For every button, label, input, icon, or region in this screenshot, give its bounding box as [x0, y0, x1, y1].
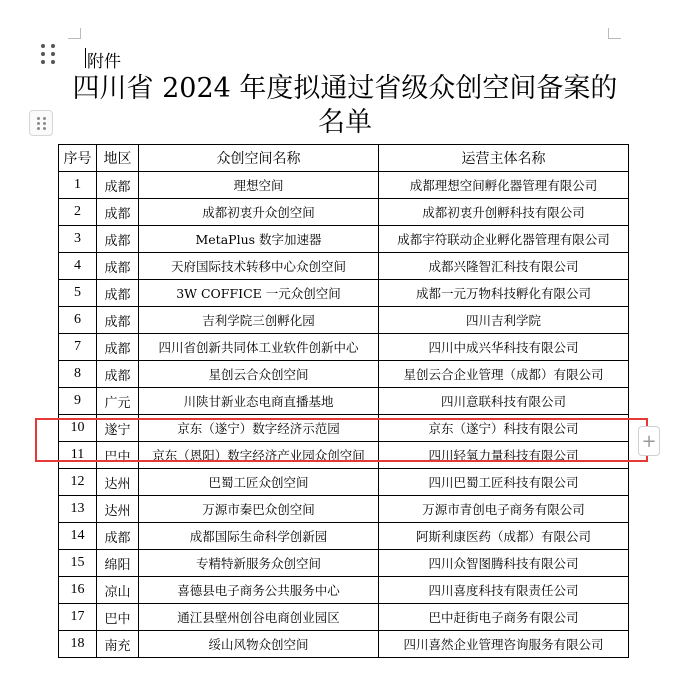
cell-index: 1 [59, 172, 97, 199]
table-row [59, 469, 629, 496]
cell-operator-name: 成都理想空间孵化器管理有限公司 [379, 172, 629, 199]
roster-table [58, 144, 629, 658]
block-handle-icon[interactable] [29, 110, 53, 136]
table-row [59, 577, 629, 604]
page-corner-mark-left [68, 28, 81, 39]
table-row [59, 226, 629, 253]
cell-space-name: 万源市秦巴众创空间 [139, 496, 379, 523]
table-header-row [59, 145, 629, 172]
cell-index: 17 [59, 604, 97, 631]
table-row [59, 172, 629, 199]
cell-operator-name: 阿斯利康医药（成都）有限公司 [379, 523, 629, 550]
document-title: 四川省 2024 年度拟通过省级众创空间备案的名单 [72, 73, 618, 138]
cell-index: 18 [59, 631, 97, 658]
cell-region: 成都 [97, 307, 139, 334]
table-row [59, 280, 629, 307]
table-row [59, 199, 629, 226]
cell-index: 10 [59, 415, 97, 442]
text-cursor [85, 48, 86, 68]
cell-region: 成都 [97, 280, 139, 307]
cell-region: 广元 [97, 388, 139, 415]
cell-index: 15 [59, 550, 97, 577]
table-row [59, 388, 629, 415]
cell-space-name: 星创云合众创空间 [139, 361, 379, 388]
cell-space-name: 理想空间 [139, 172, 379, 199]
cell-operator-name: 巴中赶街电子商务有限公司 [379, 604, 629, 631]
cell-region: 成都 [97, 172, 139, 199]
cell-space-name: 喜德县电子商务公共服务中心 [139, 577, 379, 604]
cell-operator-name: 成都一元万物科技孵化有限公司 [379, 280, 629, 307]
cell-operator-name: 四川喜然企业管理咨询服务有限公司 [379, 631, 629, 658]
cell-space-name: 成都初衷升众创空间 [139, 199, 379, 226]
cell-operator-name: 成都宇符联动企业孵化器管理有限公司 [379, 226, 629, 253]
header-region: 地区 [97, 145, 139, 172]
table-row [59, 631, 629, 658]
cell-region: 绵阳 [97, 550, 139, 577]
cell-operator-name: 四川众智图腾科技有限公司 [379, 550, 629, 577]
cell-index: 11 [59, 442, 97, 469]
header-operator-name: 运营主体名称 [379, 145, 629, 172]
cell-index: 5 [59, 280, 97, 307]
cell-space-name: 专精特新服务众创空间 [139, 550, 379, 577]
cell-region: 成都 [97, 253, 139, 280]
cell-space-name: 巴蜀工匠众创空间 [139, 469, 379, 496]
cell-space-name: 吉利学院三创孵化园 [139, 307, 379, 334]
cell-space-name: 川陕甘新业态电商直播基地 [139, 388, 379, 415]
table-row [59, 361, 629, 388]
table-row [59, 415, 629, 442]
cell-region: 巴中 [97, 604, 139, 631]
cell-index: 8 [59, 361, 97, 388]
cell-space-name: 京东（恩阳）数字经济产业园众创空间 [139, 442, 379, 469]
add-row-button[interactable] [638, 426, 660, 456]
cell-region: 遂宁 [97, 415, 139, 442]
cell-index: 12 [59, 469, 97, 496]
cell-space-name: 四川省创新共同体工业软件创新中心 [139, 334, 379, 361]
table-row [59, 550, 629, 577]
table-row [59, 442, 629, 469]
table-row [59, 496, 629, 523]
table-row [59, 253, 629, 280]
cell-index: 6 [59, 307, 97, 334]
cell-space-name: 成都国际生命科学创新园 [139, 523, 379, 550]
table-row [59, 523, 629, 550]
cell-region: 成都 [97, 334, 139, 361]
cell-operator-name: 四川吉利学院 [379, 307, 629, 334]
drag-handle-icon[interactable] [41, 44, 59, 66]
cell-index: 4 [59, 253, 97, 280]
cell-operator-name: 京东（遂宁）科技有限公司 [379, 415, 629, 442]
cell-operator-name: 四川意联科技有限公司 [379, 388, 629, 415]
cell-space-name: 3W COFFICE 一元众创空间 [139, 280, 379, 307]
cell-space-name: MetaPlus 数字加速器 [139, 226, 379, 253]
header-index: 序号 [59, 145, 97, 172]
cell-index: 13 [59, 496, 97, 523]
cell-space-name: 绥山风物众创空间 [139, 631, 379, 658]
cell-operator-name: 星创云合企业管理（成都）有限公司 [379, 361, 629, 388]
cell-region: 凉山 [97, 577, 139, 604]
cell-region: 成都 [97, 226, 139, 253]
cell-region: 成都 [97, 361, 139, 388]
table-row [59, 604, 629, 631]
cell-operator-name: 四川喜度科技有限责任公司 [379, 577, 629, 604]
cell-operator-name: 成都兴隆智汇科技有限公司 [379, 253, 629, 280]
cell-index: 2 [59, 199, 97, 226]
cell-index: 16 [59, 577, 97, 604]
cell-index: 7 [59, 334, 97, 361]
cell-operator-name: 四川巴蜀工匠科技有限公司 [379, 469, 629, 496]
cell-region: 达州 [97, 469, 139, 496]
page-corner-mark-right [608, 28, 621, 39]
cell-region: 成都 [97, 523, 139, 550]
attachment-label: 附件 [87, 52, 121, 72]
plus-icon: + [641, 430, 657, 452]
cell-operator-name: 四川中成兴华科技有限公司 [379, 334, 629, 361]
cell-region: 南充 [97, 631, 139, 658]
cell-operator-name: 万源市青创电子商务有限公司 [379, 496, 629, 523]
table-row [59, 334, 629, 361]
cell-index: 14 [59, 523, 97, 550]
cell-region: 成都 [97, 199, 139, 226]
cell-region: 巴中 [97, 442, 139, 469]
cell-space-name: 京东（遂宁）数字经济示范园 [139, 415, 379, 442]
table-row [59, 307, 629, 334]
cell-index: 9 [59, 388, 97, 415]
cell-operator-name: 成都初衷升创孵科技有限公司 [379, 199, 629, 226]
cell-operator-name: 四川轻氧力量科技有限公司 [379, 442, 629, 469]
cell-space-name: 通江县壁州创谷电商创业园区 [139, 604, 379, 631]
cell-space-name: 天府国际技术转移中心众创空间 [139, 253, 379, 280]
cell-region: 达州 [97, 496, 139, 523]
cell-index: 3 [59, 226, 97, 253]
header-space-name: 众创空间名称 [139, 145, 379, 172]
